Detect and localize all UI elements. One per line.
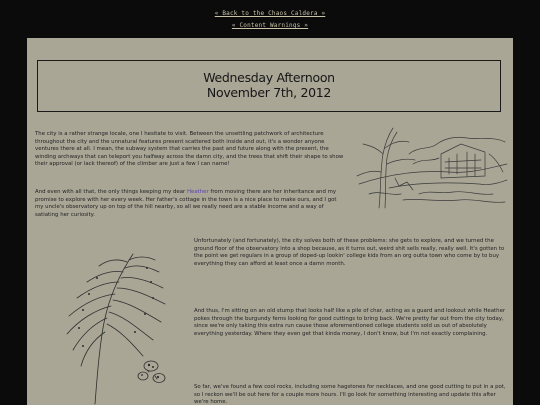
- heather-link[interactable]: Heather: [186, 189, 209, 195]
- fern-sketch-image: [37, 248, 187, 405]
- paragraph-findings: So far, we've found a few cool rocks, including some hagstones for necklaces, and one good cutting to put in a pot, so I reckon we'll be out here for a couple more hours. I'll go look for something interesting and update this after we're home.: [194, 384, 506, 405]
- back-to-chaos-caldera-link[interactable]: « Back to the Chaos Caldera »: [214, 10, 326, 17]
- landscape-sketch-image: [349, 124, 509, 212]
- entry-title-date: November 7th, 2012: [206, 85, 332, 100]
- journal-page: [27, 38, 513, 405]
- content-warnings-link[interactable]: « Content Warnings »: [231, 22, 309, 29]
- top-navigation: [0, 0, 540, 38]
- entry-title-day: Wednesday Afternoon: [203, 70, 335, 85]
- entry-title-box: [37, 60, 501, 112]
- paragraph-city: The city is a rather strange locale, one I hesitate to visit. Between the unsettling patchwork of architecture throughout the city and the unnatural features present scattered both inside and out, it's a wonder anyone ventures there at all. I mean, the subway system that carries the past and future along with the present, the winding archways that can teleport you halfway across the damn city, and the trees that shift their shape to show their approval (or lack thereof) of the climber are just a few I can name!: [35, 131, 344, 168]
- paragraph-stump: And thus, I'm sitting on an old stump that looks half like a pile of char, acting as a guard and lookout while Heather pokes through the burgundy ferns looking for good cuttings to bring back. We're pretty far out from the city today, since we're only taking this extra run cause those aforementioned college students sold us out of absolutely everything yesterday. Where they even get that kinda money, I don't know, but I'm not exactly complaining.: [194, 308, 506, 337]
- paragraph-heather-text-before: And even with all that, the only things keeping my dear: [35, 189, 187, 195]
- paragraph-heather: [35, 189, 345, 219]
- paragraph-shop: Unfortunately (and fortunately), the city solves both of these problems: she gets to explore, and we turned the ground floor of the observatory into a shop because, as it turns out, weird shit sells really, really well. It's gotten to the point we get regulars in a group of doped-up lookin' college kids from an org outta town who come by to buy everything they can afford at least once a damn month.: [194, 238, 505, 267]
- paragraph-heather-text-after: from moving there are her inheritance and my promise to explore with her every week. Her father's cottage in the town is a nice place to make ours, and I got my uncle's observatory up on top of the hill nearby, so all we really need are a stable income and a way of satiating her curiosity.: [35, 189, 337, 218]
